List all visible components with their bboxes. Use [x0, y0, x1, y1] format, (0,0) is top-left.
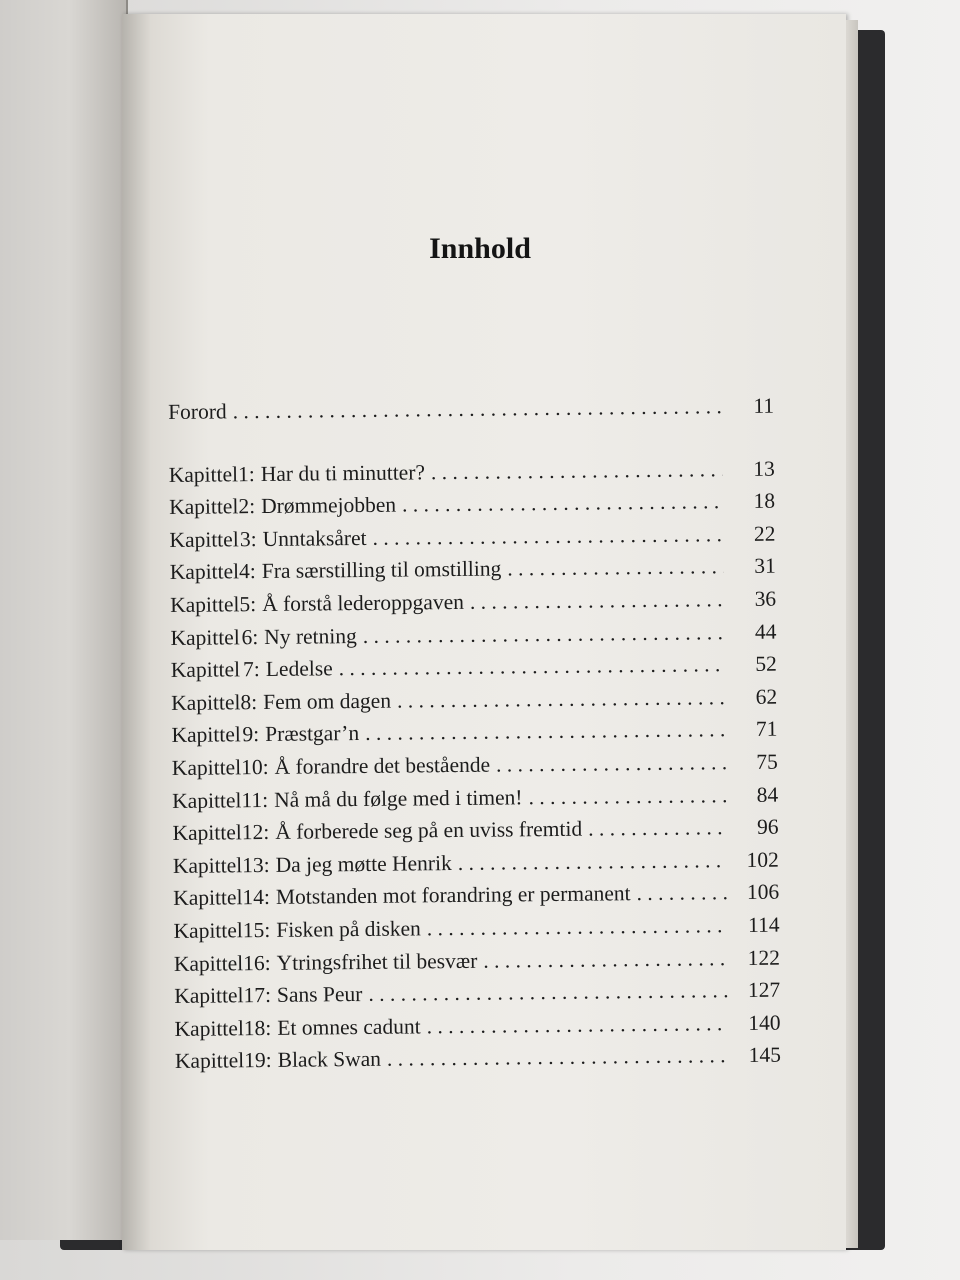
chapter-word: Kapittel	[171, 755, 242, 780]
dot-leader	[458, 848, 727, 876]
chapter-word: Kapittel	[173, 885, 243, 911]
dot-leader	[402, 489, 723, 517]
toc-entry-title: Å forandre det bestående	[274, 752, 491, 779]
toc-entry-title: Black Swan	[277, 1047, 382, 1073]
chapter-word: Kapittel	[168, 494, 239, 520]
toc-entry-title: Da jeg møtte Henrik	[275, 850, 452, 877]
chapter-number: 10:	[240, 754, 269, 780]
chapter-word: Kapittel	[172, 852, 243, 878]
dot-leader	[496, 750, 726, 777]
toc-entry-page: 71	[755, 716, 778, 742]
chapter-word: Kapittel	[170, 624, 240, 650]
toc-entry-page: 106	[746, 879, 780, 905]
dot-leader	[397, 685, 725, 713]
page-title: Innhold	[429, 232, 531, 265]
chapter-word: Kapittel	[173, 950, 244, 976]
chapter-word: Kapittel	[174, 1015, 244, 1041]
toc-entry-page: 52	[755, 651, 777, 677]
toc-entry-page: 114	[747, 912, 780, 937]
toc-entry-title: Ny retning	[264, 623, 357, 649]
chapter-number: 15:	[242, 917, 271, 943]
toc-entry-title: Nå må du følge med i timen!	[274, 784, 523, 812]
dot-leader	[427, 913, 728, 941]
page-edge	[846, 20, 858, 1248]
dot-leader	[368, 978, 728, 1007]
toc-entry-title: Fisken på disken	[276, 916, 421, 942]
toc-entry-page: 62	[755, 684, 778, 709]
dot-leader	[636, 880, 727, 906]
toc-entry-title: Unntaksåret	[262, 525, 367, 551]
chapter-number: 16:	[243, 950, 271, 975]
chapter-number: 2:	[238, 494, 256, 519]
dot-leader	[372, 522, 723, 551]
chapter-number: 5:	[239, 592, 257, 617]
toc-entry-page: 22	[753, 521, 776, 546]
toc-entry-chapter	[175, 1043, 781, 1082]
dot-leader	[528, 783, 726, 810]
toc-entry-title: Ledelse	[265, 656, 333, 682]
toc-entry-title: Å forberede seg på en uviss fremtid	[275, 816, 583, 845]
chapter-number: 8:	[240, 689, 258, 715]
toc-entry-page: 127	[747, 977, 781, 1003]
toc-entry-title: Præstgar’n	[265, 721, 360, 747]
toc-entry-page: 84	[756, 782, 779, 807]
chapter-number: 1:	[237, 461, 255, 486]
table-of-contents	[168, 394, 781, 1082]
toc-entry-title: Fem om dagen	[263, 688, 392, 714]
toc-entry-page: 122	[747, 945, 780, 970]
chapter-number: 17:	[243, 983, 272, 1008]
chapter-number: 3:	[239, 526, 257, 552]
chapter-word: Kapittel	[170, 592, 240, 617]
toc-entry-page: 140	[748, 1010, 781, 1035]
chapter-word: Kapittel	[169, 527, 239, 552]
dot-leader	[233, 394, 723, 424]
toc-entry-title: Å forstå lederoppgaven	[262, 589, 465, 616]
chapter-number: 4:	[238, 559, 256, 584]
toc-entry-title: Fra særstilling til omstilling	[261, 556, 502, 584]
toc-entry-page: 31	[754, 554, 776, 579]
toc-entry-page: 18	[753, 488, 776, 514]
chapter-word: Kapittel	[172, 787, 242, 813]
toc-entry-page: 145	[748, 1042, 782, 1068]
chapter-word: Kapittel	[173, 918, 243, 943]
dot-leader	[431, 457, 723, 485]
chapter-word: Kapittel	[171, 690, 241, 715]
toc-entry-page: 13	[753, 456, 775, 481]
chapter-number: 7:	[242, 657, 260, 682]
chapter-word: Kapittel	[171, 722, 241, 748]
dot-leader	[588, 815, 727, 841]
chapter-word: Kapittel	[174, 983, 244, 1009]
dot-leader	[483, 946, 728, 974]
chapter-number: 6:	[241, 624, 259, 649]
toc-entry-title: Sans Peur	[276, 982, 363, 1007]
chapter-number: 18:	[243, 1015, 272, 1040]
chapter-number: 9:	[242, 722, 260, 747]
chapter-word: Kapittel	[174, 1048, 245, 1074]
dot-leader	[363, 620, 725, 649]
dot-leader	[470, 587, 724, 615]
toc-entry-title: Drømmejobben	[260, 492, 397, 519]
chapter-number: 11:	[241, 787, 269, 812]
chapter-number: 14:	[242, 885, 271, 910]
toc-entry-title: Forord	[168, 399, 227, 424]
chapter-number: 13:	[242, 852, 270, 877]
chapter-word: Kapittel	[172, 820, 242, 846]
chapter-word: Kapittel	[168, 461, 239, 487]
toc-entry-page: 96	[756, 814, 779, 839]
toc-entry-page: 75	[756, 749, 778, 774]
toc-entry-foreword	[168, 394, 774, 433]
toc-entry-title: Motstanden mot forandring er permanent	[275, 881, 631, 910]
chapter-number: 12:	[241, 820, 270, 845]
left-page	[0, 0, 128, 1240]
toc-entry-page: 44	[754, 619, 777, 644]
chapter-word: Kapittel	[169, 559, 240, 585]
toc-entry-title: Et omnes cadunt	[277, 1014, 421, 1040]
dot-leader	[365, 718, 726, 747]
toc-entry-page: 36	[754, 586, 777, 611]
toc-entry-title: Har du ti minutter?	[260, 459, 426, 486]
dot-leader	[387, 1043, 729, 1072]
dot-leader	[339, 652, 725, 681]
toc-entry-page: 102	[746, 847, 779, 872]
dot-leader	[427, 1011, 729, 1039]
dot-leader	[507, 555, 724, 582]
toc-entry-title: Ytringsfrihet til besvær	[276, 948, 478, 975]
chapter-number: 19:	[244, 1048, 272, 1073]
toc-entry-page: 11	[753, 393, 775, 418]
chapter-word: Kapittel	[170, 657, 241, 683]
